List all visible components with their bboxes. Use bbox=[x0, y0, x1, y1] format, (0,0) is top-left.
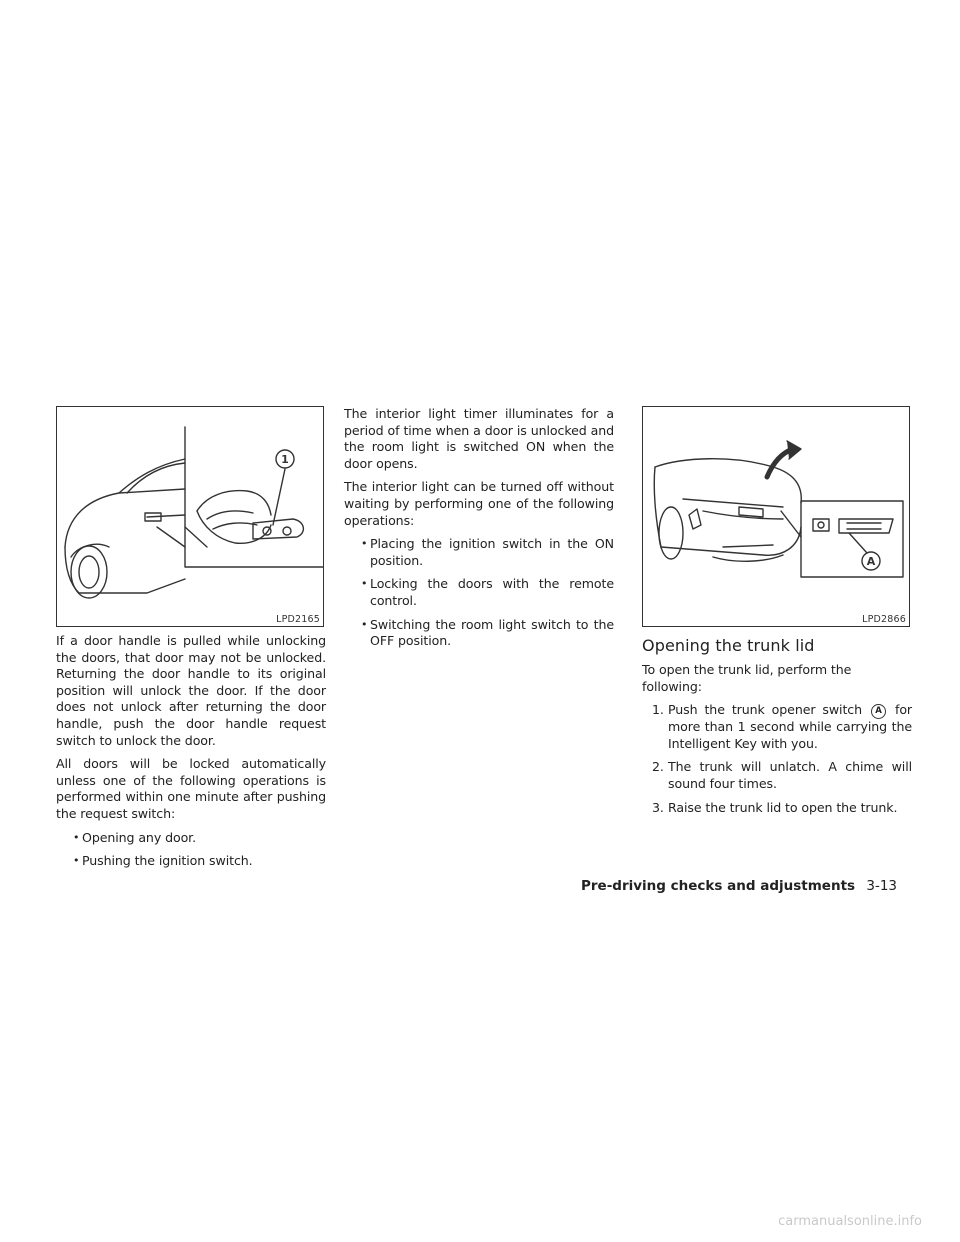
section-heading: Opening the trunk lid bbox=[642, 636, 815, 655]
paragraph: To open the trunk lid, perform the following: bbox=[642, 662, 852, 694]
list-item: • Placing the ignition switch in the ON position. bbox=[344, 536, 614, 569]
step-text: Push the trunk opener switch bbox=[668, 702, 863, 718]
step-text: The trunk will unlatch. A chime will sound four times. bbox=[668, 759, 912, 791]
page-number: 3-13 bbox=[866, 878, 897, 894]
list-item: • Switching the room light switch to the OFF position. bbox=[344, 617, 614, 650]
trunk-illustration bbox=[643, 407, 910, 627]
step-text: for more than 1 second while carrying the Intelligent Key with you. bbox=[668, 702, 913, 751]
callout-label: 1 bbox=[281, 453, 289, 466]
step-number: 2. bbox=[652, 759, 664, 775]
figure-code: LPD2866 bbox=[862, 614, 906, 625]
list-item: • Locking the doors with the remote control. bbox=[344, 576, 614, 609]
list-item bbox=[642, 702, 912, 752]
section-title: Pre-driving checks and adjustments bbox=[581, 878, 856, 894]
step-text: Raise the trunk lid to open the trunk. bbox=[668, 799, 898, 815]
paragraph: The interior light can be turned off without waiting by performing one of the following operations: bbox=[344, 479, 614, 528]
callout-marker: A bbox=[871, 704, 886, 719]
page-footer bbox=[581, 878, 897, 894]
paragraph: If a door handle is pulled while unlocking the doors, that door may not be unlocked. Returning the door handle to its original position will unlock the door. If the door does not unlock after returning the door handle, push the door handle request switch to unlock the door. bbox=[56, 633, 326, 748]
list-item: • Pushing the ignition switch. bbox=[56, 853, 326, 870]
paragraph: The interior light timer illuminates for a period of time when a door is unlocked and the room light is switched ON when the door opens. bbox=[344, 406, 614, 471]
list-item: • Opening any door. bbox=[56, 830, 326, 847]
list-item bbox=[642, 800, 912, 817]
right-text bbox=[642, 636, 912, 816]
step-number: 1. bbox=[652, 702, 664, 718]
callout-label: A bbox=[866, 555, 876, 568]
step-number: 3. bbox=[652, 799, 664, 815]
door-handle-figure bbox=[56, 406, 324, 627]
list-item bbox=[642, 759, 912, 792]
trunk-figure bbox=[642, 406, 910, 627]
middle-text bbox=[344, 406, 614, 650]
figure-code: LPD2165 bbox=[276, 614, 320, 625]
left-text bbox=[56, 633, 326, 870]
door-handle-illustration bbox=[57, 407, 324, 627]
paragraph: All doors will be locked automatically unless one of the following operations is performed within one minute after pushing the request switch: bbox=[56, 756, 326, 821]
watermark: carmanualsonline.info bbox=[778, 1214, 922, 1229]
